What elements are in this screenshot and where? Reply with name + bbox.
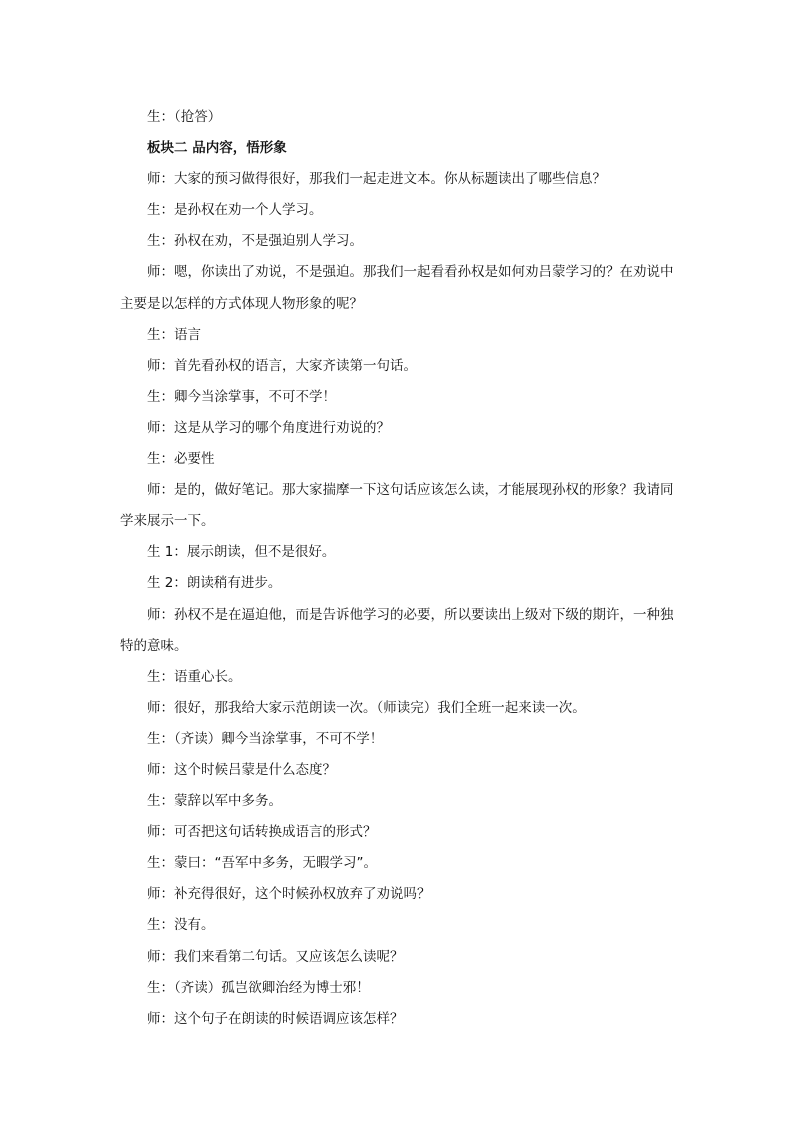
dialogue-line: 生：孙权在劝，不是强迫别人学习。 [147,233,363,250]
dialogue-line: 师：这是从学习的哪个角度进行劝说的？ [147,419,390,436]
dialogue-line: 师：可否把这句话转换成语言的形式？ [147,824,377,841]
dialogue-line: 生：（抢答） [147,109,222,125]
section-heading: 板块二 品内容，悟形象 [147,140,287,157]
dialogue-line: 师：孙权不是在逼迫他，而是告诉他学习的必要，所以要读出上级对下级的期许，一种独特的意味。 [120,606,674,654]
document-body [120,102,674,1035]
dialogue-line: 师：这个句子在朗读的时候语调应该怎样？ [147,1010,404,1027]
dialogue-line: 生：是孙权在劝一个人学习。 [147,202,323,219]
dialogue-line: 生：蒙曰：“吾军中多务，无暇学习”。 [147,855,377,872]
dialogue-line: 生：语重心长。 [147,668,242,685]
dialogue-line: 生：卿今当涂掌事，不可不学！ [147,388,336,405]
dialogue-line: 师：我们来看第二句话。又应该怎么读呢？ [147,948,404,965]
dialogue-line: 生：（齐读）卿今当涂掌事，不可不学！ [147,730,384,747]
dialogue-line: 师：大家的预习做得很好，那我们一起走进文本。你从标题读出了哪些信息？ [147,171,606,188]
dialogue-line: 生：没有。 [147,917,215,934]
dialogue-line: 师：是的，做好笔记。那大家揣摩一下这句话应该怎么读，才能展现孙权的形象？我请同学来展示一下。 [120,482,674,530]
dialogue-line: 生：语言 [147,326,201,343]
dialogue-line: 师：补充得很好，这个时候孙权放弃了劝说吗？ [147,886,431,903]
dialogue-line: 师：首先看孙权的语言，大家齐读第一句话。 [147,357,417,374]
dialogue-line: 生：（齐读）孤岂欲卿治经为博士邪！ [147,979,370,996]
dialogue-line: 师：这个时候吕蒙是什么态度？ [147,761,336,778]
dialogue-line: 生：蒙辞以军中多务。 [147,793,282,810]
dialogue-line: 师：很好，那我给大家示范朗读一次。（师读完）我们全班一起来读一次。 [147,699,586,716]
dialogue-line: 生 1：展示朗读，但不是很好。 [147,544,336,561]
dialogue-line: 生：必要性 [147,451,215,468]
dialogue-line: 师：嗯，你读出了劝说，不是强迫。那我们一起看看孙权是如何劝吕蒙学习的？在劝说中主要是以怎样的方式体现人物形象的呢？ [120,264,674,312]
dialogue-line: 生 2：朗读稍有进步。 [147,575,282,592]
